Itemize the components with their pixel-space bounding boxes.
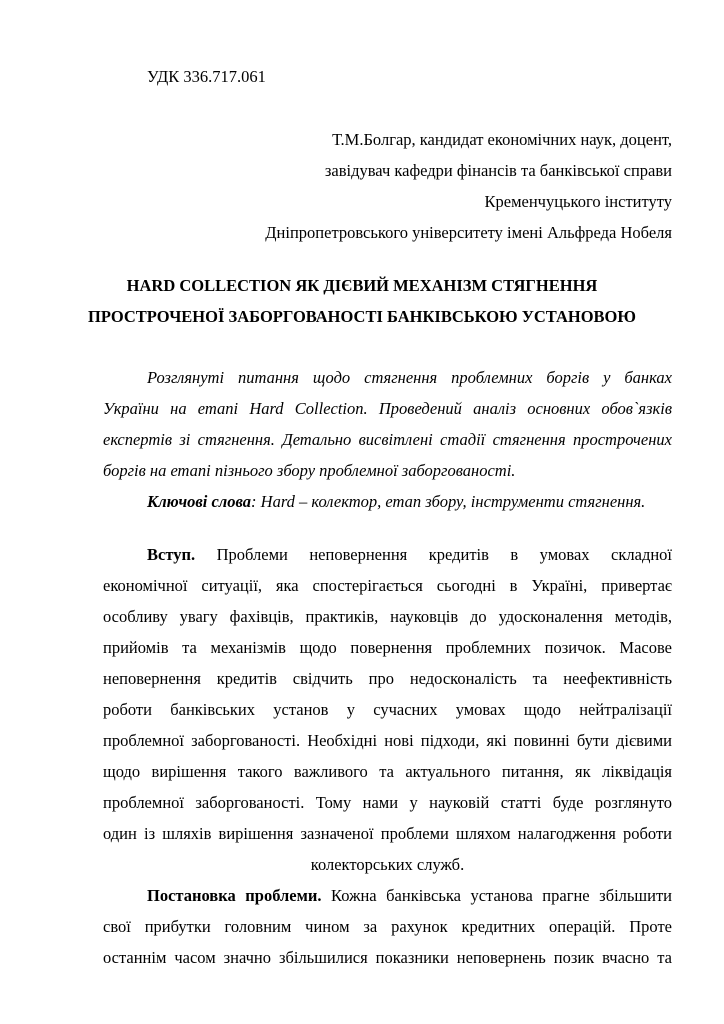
intro-line: неповернення кредитів свідчить про недосконалість та неефективність — [103, 669, 672, 688]
abstract-line: Розглянуті питання щодо стягнення проблемних боргів у банках — [147, 368, 672, 387]
keywords-line — [103, 486, 672, 517]
intro-first-line — [103, 539, 672, 570]
intro-line: колекторських служб. — [310, 855, 465, 874]
intro-line: Проблеми неповернення кредитів в умовах складної — [216, 545, 673, 564]
intro-line: один із шляхів вирішення зазначеної проблеми шляхом налагодження роботи — [103, 824, 672, 843]
author-line: Т.М.Болгар, кандидат економічних наук, доцент, — [332, 130, 672, 149]
article-body — [103, 539, 672, 973]
title-line: ПРОСТРОЧЕНОЇ ЗАБОРГОВАНОСТІ БАНКІВСЬКОЮ УСТАНОВОЮ — [88, 307, 636, 326]
problem-first-line — [103, 880, 672, 911]
intro-paragraph — [103, 539, 672, 880]
keywords-text: : Hard – колектор, етап збору, інструменти стягнення. — [251, 492, 646, 511]
author-line: Кременчуцького інституту — [484, 192, 672, 211]
problem-line: свої прибутки головним чином за рахунок кредитних операцій. Проте — [103, 917, 672, 936]
intro-line: економічної ситуації, яка спостерігається сьогодні в Україні, привертає — [103, 576, 672, 595]
abstract-line: України на етапі Hard Collection. Проведений аналіз основних обов`язків — [103, 399, 672, 418]
abstract-line: експертів зі стягнення. Детально висвітлені стадії стягнення прострочених — [103, 430, 672, 449]
intro-line: щодо вирішення такого важливого та актуального питання, як ліквідація — [103, 762, 672, 781]
intro-label: Вступ. — [147, 545, 196, 564]
udk-code: УДК 336.717.061 — [147, 67, 266, 86]
author-block — [265, 124, 672, 248]
author-line: завідувач кафедри фінансів та банківської справи — [324, 161, 672, 180]
intro-line: прийомів та механізмів щодо повернення проблемних позичок. Масове — [103, 638, 672, 657]
problem-line: Кожна банківська установа прагне збільшити — [331, 886, 673, 905]
article-title — [0, 270, 724, 332]
abstract — [103, 362, 672, 517]
intro-line: особливу увагу фахівців, практиків, науковців до удосконалення методів, — [103, 607, 672, 626]
title-line: HARD COLLECTION ЯК ДІЄВИЙ МЕХАНІЗМ СТЯГНЕННЯ — [126, 276, 598, 295]
problem-label: Постановка проблеми. — [147, 886, 322, 905]
keywords-label: Ключові слова — [147, 492, 252, 511]
problem-line: останнім часом значно збільшилися показники неповернень позик вчасно та — [103, 948, 672, 967]
intro-line: проблемної заборгованості. Тому нами у науковій статті буде розглянуто — [103, 793, 672, 812]
problem-paragraph — [103, 880, 672, 973]
intro-line: роботи банківських установ у сучасних умовах щодо нейтралізації — [103, 700, 672, 719]
abstract-line: боргів на етапі пізнього збору проблемної заборгованості. — [103, 461, 516, 480]
intro-line: проблемної заборгованості. Необхідні нові підходи, які повинні бути дієвими — [103, 731, 672, 750]
author-line: Дніпропетровського університету імені Альфреда Нобеля — [265, 223, 672, 242]
